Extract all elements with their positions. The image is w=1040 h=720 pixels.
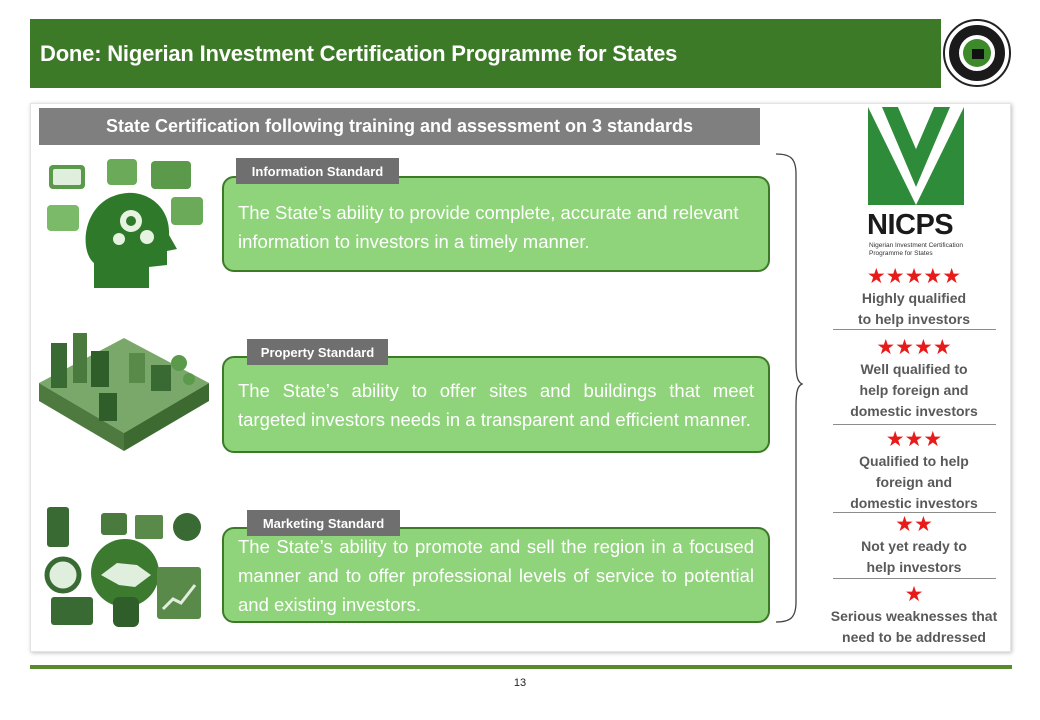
rating-divider [833, 578, 996, 579]
star-rating-3: ★★★ [885, 428, 943, 451]
information-standard-label: Information Standard [236, 158, 399, 184]
nicps-wordmark: NICPS [867, 209, 954, 241]
city-map-illustration [39, 323, 209, 453]
page-number: 13 [513, 677, 527, 689]
rating-4-desc-line-2: help foreign and [859, 382, 969, 398]
rating-divider [833, 424, 996, 425]
information-standard-box [222, 176, 770, 272]
marketing-standard-text: The State’s ability to promote and sell the region in a focused manner and to offer professional levels of service to potential and existing investors. [238, 535, 754, 615]
rating-3-desc-line-1: Qualified to help [859, 453, 969, 469]
nipc-logo-icon [943, 19, 1011, 87]
nicps-subtitle: Nigerian Investment Certification Programme for States [869, 242, 963, 257]
star-rating-4: ★★★★ [876, 336, 952, 359]
information-standard-text: The State’s ability to provide complete, accurate and relevant information to investors in a timely manner. [238, 202, 739, 252]
rating-5-desc-line-2: to help investors [857, 311, 971, 327]
handshake-business-illustration [39, 505, 209, 630]
rating-1-star [826, 584, 1002, 648]
rating-1-desc-line-1: Serious weaknesses that [830, 608, 998, 624]
head-gears-illustration [39, 153, 209, 288]
rating-3-desc-line-2: foreign and [875, 474, 953, 490]
footer-divider [30, 665, 1012, 669]
rating-3-desc-line-3: domestic investors [850, 495, 978, 511]
rating-1-desc-line-2: need to be addressed [842, 629, 986, 645]
star-rating-2: ★★ [895, 513, 933, 536]
rating-4-stars [826, 337, 1002, 422]
property-standard-box [222, 356, 770, 453]
rating-5-stars [826, 266, 1002, 330]
rating-3-stars [826, 429, 1002, 514]
rating-4-desc-line-3: domestic investors [850, 403, 978, 419]
rating-5-desc-line-1: Highly qualified [861, 290, 967, 306]
marketing-standard-box [222, 527, 770, 623]
rating-divider [833, 329, 996, 330]
title-bar [30, 19, 941, 88]
section-subtitle: State Certification following training and assessment on 3 standards [39, 108, 760, 145]
page-title: Done: Nigerian Investment Certification Programme for States [40, 40, 678, 66]
rating-2-desc-line-2: help investors [866, 559, 962, 575]
property-standard-text: The State’s ability to offer sites and buildings that meet targeted investors needs in a transparent and efficient manner. [238, 379, 754, 430]
curly-brace-icon [774, 152, 804, 624]
rating-4-desc-line-1: Well qualified to [860, 361, 968, 377]
star-rating-1: ★ [904, 583, 924, 606]
star-rating-5: ★★★★★ [866, 265, 962, 288]
property-standard-label: Property Standard [247, 339, 388, 365]
check-mark-logo-icon [868, 107, 964, 207]
marketing-standard-label: Marketing Standard [247, 510, 400, 536]
rating-2-stars [826, 514, 1002, 578]
rating-2-desc-line-1: Not yet ready to [861, 538, 967, 554]
